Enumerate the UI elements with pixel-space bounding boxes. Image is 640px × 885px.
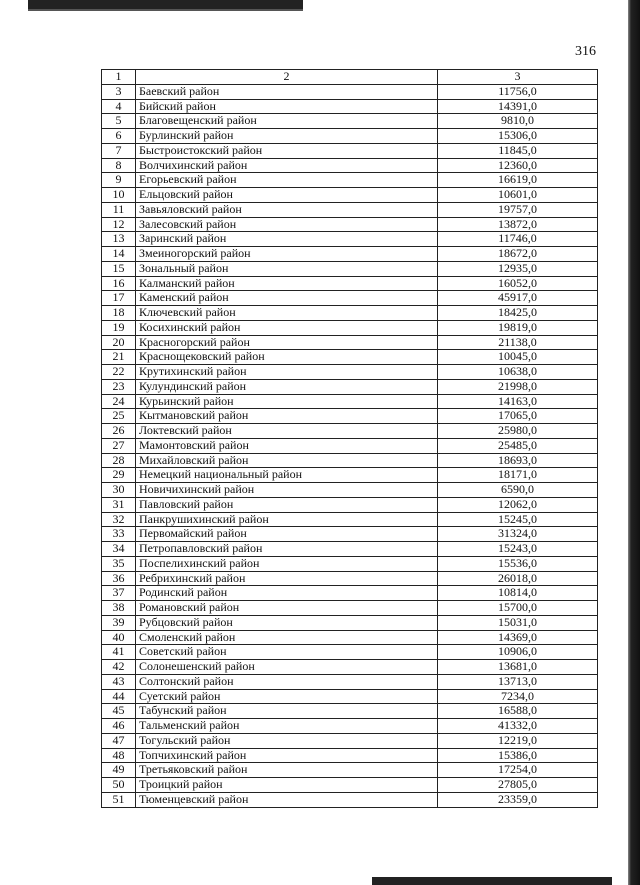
row-value: 15700,0 — [438, 601, 598, 616]
row-value: 17065,0 — [438, 409, 598, 424]
table-row — [102, 748, 598, 763]
row-number: 28 — [102, 453, 136, 468]
district-name: Завьяловский район — [136, 202, 438, 217]
row-number: 45 — [102, 704, 136, 719]
district-name: Немецкий национальный район — [136, 468, 438, 483]
row-value: 19819,0 — [438, 320, 598, 335]
table-row — [102, 202, 598, 217]
row-value: 7234,0 — [438, 689, 598, 704]
table-row — [102, 350, 598, 365]
row-value: 15536,0 — [438, 556, 598, 571]
table-row — [102, 394, 598, 409]
row-number: 48 — [102, 748, 136, 763]
row-number: 8 — [102, 158, 136, 173]
row-value: 16052,0 — [438, 276, 598, 291]
table-row — [102, 689, 598, 704]
row-number: 36 — [102, 571, 136, 586]
district-name: Панкрушихинский район — [136, 512, 438, 527]
row-number: 33 — [102, 527, 136, 542]
row-number: 29 — [102, 468, 136, 483]
row-value: 15243,0 — [438, 542, 598, 557]
row-number: 32 — [102, 512, 136, 527]
row-number: 17 — [102, 291, 136, 306]
table-row — [102, 601, 598, 616]
district-name: Краснощековский район — [136, 350, 438, 365]
row-value: 12062,0 — [438, 497, 598, 512]
row-value: 25485,0 — [438, 438, 598, 453]
row-number: 35 — [102, 556, 136, 571]
row-number: 16 — [102, 276, 136, 291]
row-number: 14 — [102, 247, 136, 262]
district-name: Романовский район — [136, 601, 438, 616]
row-value: 21138,0 — [438, 335, 598, 350]
district-name: Зональный район — [136, 261, 438, 276]
table-row — [102, 276, 598, 291]
row-number: 23 — [102, 379, 136, 394]
district-name: Суетский район — [136, 689, 438, 704]
row-value: 14391,0 — [438, 99, 598, 114]
scan-artifact-right-edge — [628, 0, 640, 885]
district-name: Смоленский район — [136, 630, 438, 645]
district-name: Баевский район — [136, 84, 438, 99]
row-number: 38 — [102, 601, 136, 616]
table-row — [102, 733, 598, 748]
row-number: 4 — [102, 99, 136, 114]
table-row — [102, 320, 598, 335]
row-value: 11746,0 — [438, 232, 598, 247]
row-value: 18693,0 — [438, 453, 598, 468]
row-value: 10906,0 — [438, 645, 598, 660]
district-name: Ребрихинский район — [136, 571, 438, 586]
row-number: 24 — [102, 394, 136, 409]
row-number: 34 — [102, 542, 136, 557]
row-value: 14163,0 — [438, 394, 598, 409]
table-row — [102, 438, 598, 453]
table-row — [102, 483, 598, 498]
row-value: 15245,0 — [438, 512, 598, 527]
row-number: 44 — [102, 689, 136, 704]
row-number: 3 — [102, 84, 136, 99]
district-name: Крутихинский район — [136, 365, 438, 380]
district-name: Змеиногорский район — [136, 247, 438, 262]
row-value: 45917,0 — [438, 291, 598, 306]
row-number: 13 — [102, 232, 136, 247]
table-row — [102, 424, 598, 439]
row-value: 6590,0 — [438, 483, 598, 498]
header-cell-2: 2 — [136, 70, 438, 85]
table-row — [102, 792, 598, 807]
table-row — [102, 763, 598, 778]
district-name: Заринский район — [136, 232, 438, 247]
row-value: 18425,0 — [438, 306, 598, 321]
table-row — [102, 571, 598, 586]
row-value: 27805,0 — [438, 778, 598, 793]
row-number: 19 — [102, 320, 136, 335]
row-number: 41 — [102, 645, 136, 660]
table-row — [102, 630, 598, 645]
district-name: Косихинский район — [136, 320, 438, 335]
row-value: 26018,0 — [438, 571, 598, 586]
district-name: Локтевский район — [136, 424, 438, 439]
row-number: 27 — [102, 438, 136, 453]
row-number: 10 — [102, 188, 136, 203]
table-row — [102, 217, 598, 232]
table-row — [102, 99, 598, 114]
row-value: 15306,0 — [438, 129, 598, 144]
row-number: 25 — [102, 409, 136, 424]
header-cell-1: 1 — [102, 70, 136, 85]
row-number: 20 — [102, 335, 136, 350]
table-row — [102, 512, 598, 527]
table-row — [102, 129, 598, 144]
data-table — [101, 69, 598, 808]
district-name: Быстроистокский район — [136, 143, 438, 158]
district-name: Залесовский район — [136, 217, 438, 232]
row-value: 12360,0 — [438, 158, 598, 173]
district-name: Троицкий район — [136, 778, 438, 793]
district-name: Рубцовский район — [136, 615, 438, 630]
row-value: 10045,0 — [438, 350, 598, 365]
district-name: Новичихинский район — [136, 483, 438, 498]
row-value: 11756,0 — [438, 84, 598, 99]
row-value: 15386,0 — [438, 748, 598, 763]
district-name: Благовещенский район — [136, 114, 438, 129]
header-cell-3: 3 — [438, 70, 598, 85]
table-row — [102, 247, 598, 262]
table-row — [102, 778, 598, 793]
table-row — [102, 704, 598, 719]
district-name: Бурлинский район — [136, 129, 438, 144]
row-value: 11845,0 — [438, 143, 598, 158]
row-number: 30 — [102, 483, 136, 498]
table-row — [102, 453, 598, 468]
row-number: 26 — [102, 424, 136, 439]
row-value: 13681,0 — [438, 660, 598, 675]
row-number: 39 — [102, 615, 136, 630]
table-row — [102, 291, 598, 306]
row-number: 6 — [102, 129, 136, 144]
table-row — [102, 409, 598, 424]
district-name: Волчихинский район — [136, 158, 438, 173]
row-value: 13872,0 — [438, 217, 598, 232]
row-value: 9810,0 — [438, 114, 598, 129]
district-name: Каменский район — [136, 291, 438, 306]
table-row — [102, 114, 598, 129]
table-row — [102, 674, 598, 689]
row-value: 12935,0 — [438, 261, 598, 276]
row-number: 43 — [102, 674, 136, 689]
row-number: 22 — [102, 365, 136, 380]
row-number: 47 — [102, 733, 136, 748]
row-number: 12 — [102, 217, 136, 232]
row-value: 16619,0 — [438, 173, 598, 188]
table-row — [102, 719, 598, 734]
table-row — [102, 306, 598, 321]
row-number: 5 — [102, 114, 136, 129]
row-value: 17254,0 — [438, 763, 598, 778]
table-row — [102, 158, 598, 173]
district-name: Красногорский район — [136, 335, 438, 350]
row-value: 15031,0 — [438, 615, 598, 630]
district-name: Ельцовский район — [136, 188, 438, 203]
row-number: 21 — [102, 350, 136, 365]
district-name: Советский район — [136, 645, 438, 660]
district-name: Кулундинский район — [136, 379, 438, 394]
district-name: Ключевский район — [136, 306, 438, 321]
district-name: Табунский район — [136, 704, 438, 719]
district-name: Солтонский район — [136, 674, 438, 689]
district-name: Бийский район — [136, 99, 438, 114]
row-number: 11 — [102, 202, 136, 217]
row-value: 10601,0 — [438, 188, 598, 203]
table-row — [102, 143, 598, 158]
district-name: Егорьевский район — [136, 173, 438, 188]
district-name: Первомайский район — [136, 527, 438, 542]
table-row — [102, 261, 598, 276]
row-value: 19757,0 — [438, 202, 598, 217]
district-name: Родинский район — [136, 586, 438, 601]
row-value: 18171,0 — [438, 468, 598, 483]
district-name: Тюменцевский район — [136, 792, 438, 807]
row-value: 21998,0 — [438, 379, 598, 394]
table-row — [102, 84, 598, 99]
table-row — [102, 232, 598, 247]
district-name: Поспелихинский район — [136, 556, 438, 571]
row-number: 9 — [102, 173, 136, 188]
table-header-row — [102, 70, 598, 85]
row-value: 14369,0 — [438, 630, 598, 645]
table-row — [102, 586, 598, 601]
row-value: 31324,0 — [438, 527, 598, 542]
table-row — [102, 335, 598, 350]
row-value: 12219,0 — [438, 733, 598, 748]
row-value: 18672,0 — [438, 247, 598, 262]
row-number: 50 — [102, 778, 136, 793]
row-value: 13713,0 — [438, 674, 598, 689]
district-name: Павловский район — [136, 497, 438, 512]
row-value: 41332,0 — [438, 719, 598, 734]
district-name: Третьяковский район — [136, 763, 438, 778]
row-number: 40 — [102, 630, 136, 645]
district-name: Солонешенский район — [136, 660, 438, 675]
district-name: Михайловский район — [136, 453, 438, 468]
table-row — [102, 188, 598, 203]
page-number: 316 — [575, 44, 596, 59]
row-number: 15 — [102, 261, 136, 276]
district-name: Калманский район — [136, 276, 438, 291]
district-name: Курьинский район — [136, 394, 438, 409]
table-row — [102, 542, 598, 557]
table-row — [102, 645, 598, 660]
row-value: 25980,0 — [438, 424, 598, 439]
district-name: Топчихинский район — [136, 748, 438, 763]
row-number: 46 — [102, 719, 136, 734]
row-value: 10638,0 — [438, 365, 598, 380]
row-value: 10814,0 — [438, 586, 598, 601]
table-row — [102, 468, 598, 483]
scan-artifact-top-line — [28, 9, 303, 11]
row-value: 16588,0 — [438, 704, 598, 719]
scan-artifact-bottom — [372, 877, 612, 885]
table-row — [102, 379, 598, 394]
row-number: 18 — [102, 306, 136, 321]
table-row — [102, 173, 598, 188]
table-row — [102, 497, 598, 512]
row-number: 51 — [102, 792, 136, 807]
table-row — [102, 615, 598, 630]
district-name: Мамонтовский район — [136, 438, 438, 453]
row-number: 31 — [102, 497, 136, 512]
row-value: 23359,0 — [438, 792, 598, 807]
row-number: 37 — [102, 586, 136, 601]
table-row — [102, 660, 598, 675]
row-number: 42 — [102, 660, 136, 675]
table-row — [102, 527, 598, 542]
table-row — [102, 556, 598, 571]
district-name: Тальменский район — [136, 719, 438, 734]
district-name: Петропавловский район — [136, 542, 438, 557]
table-row — [102, 365, 598, 380]
row-number: 7 — [102, 143, 136, 158]
district-name: Тогульский район — [136, 733, 438, 748]
row-number: 49 — [102, 763, 136, 778]
district-name: Кытмановский район — [136, 409, 438, 424]
